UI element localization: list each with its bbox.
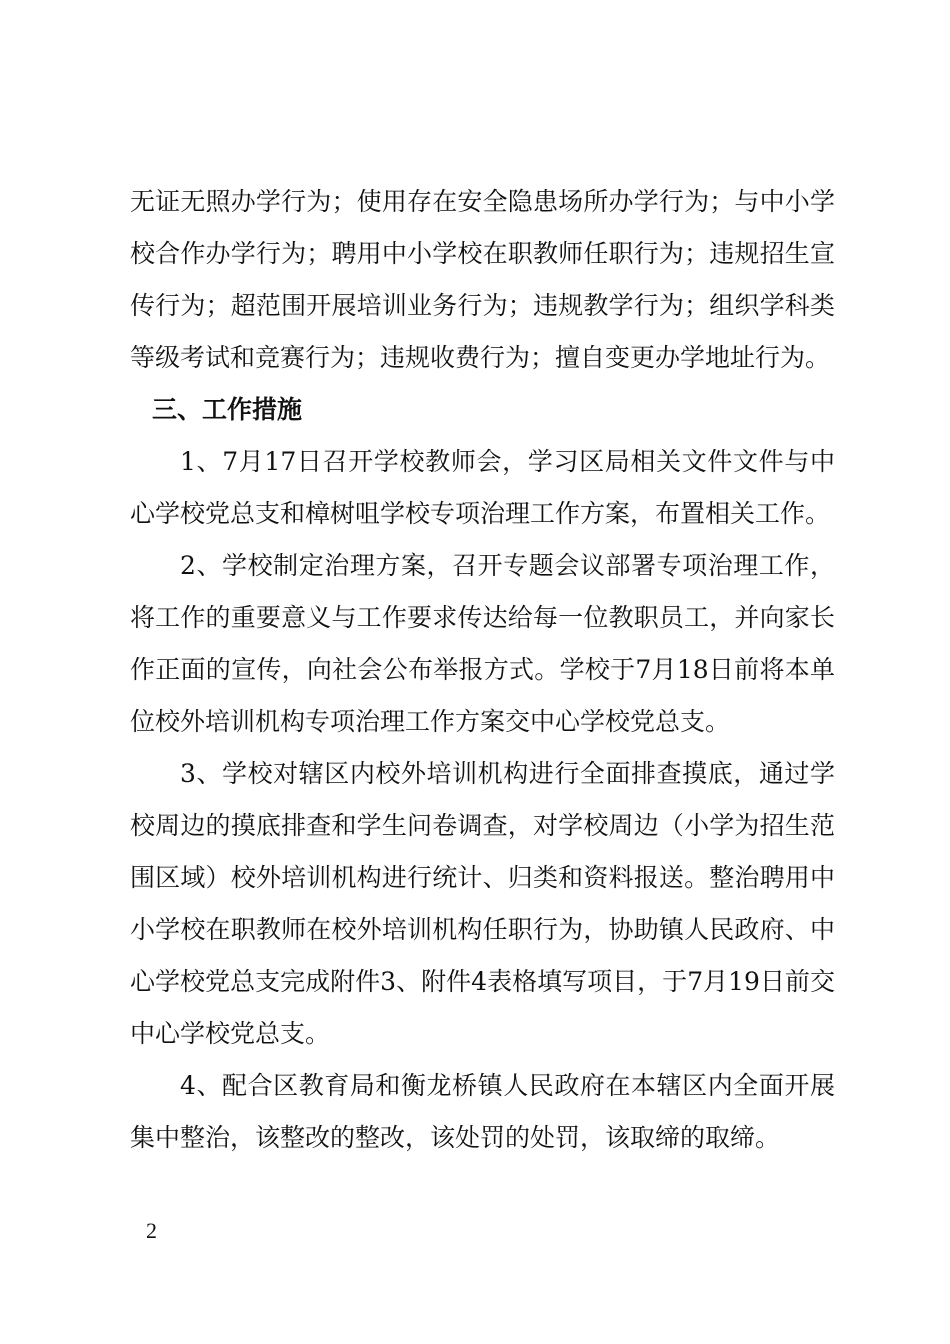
section-heading-work-measures: 三、工作措施 (152, 395, 303, 424)
paragraph-measure-1: 1、7月17日召开学校教师会，学习区局相关文件文件与中心学校党总支和樟树咀学校专项治理工作方案，布置相关工作。 (130, 447, 835, 528)
document-body (130, 176, 835, 1164)
paragraph-measure-2: 2、学校制定治理方案，召开专题会议部署专项治理工作，将工作的重要意义与工作要求传达给每一位教职员工，并向家长作正面的宣传，向社会公布举报方式。学校于7月18日前将本单位校外培训机构专项治理工作方案交中心学校党总支。 (130, 551, 835, 736)
paragraph-measure-4: 4、配合区教育局和衡龙桥镇人民政府在本辖区内全面开展集中整治，该整改的整改，该处罚的处罚，该取缔的取缔。 (130, 1071, 835, 1152)
page-number: 2 (146, 1218, 157, 1243)
paragraph-measure-3: 3、学校对辖区内校外培训机构进行全面排查摸底，通过学校周边的摸底排查和学生问卷调查，对学校周边（小学为招生范围区域）校外培训机构进行统计、归类和资料报送。整治聘用中小学校在职教师在校外培训机构任职行为，协助镇人民政府、中心学校党总支完成附件3、附件4表格填写项目，于7月19日前交中心学校党总支。 (130, 759, 835, 1048)
paragraph-violations-list: 无证无照办学行为；使用存在安全隐患场所办学行为；与中小学校合作办学行为；聘用中小学校在职教师任职行为；违规招生宣传行为；超范围开展培训业务行为；违规教学行为；组织学科类等级考试和竞赛行为；违规收费行为；擅自变更办学地址行为。 (130, 187, 835, 372)
